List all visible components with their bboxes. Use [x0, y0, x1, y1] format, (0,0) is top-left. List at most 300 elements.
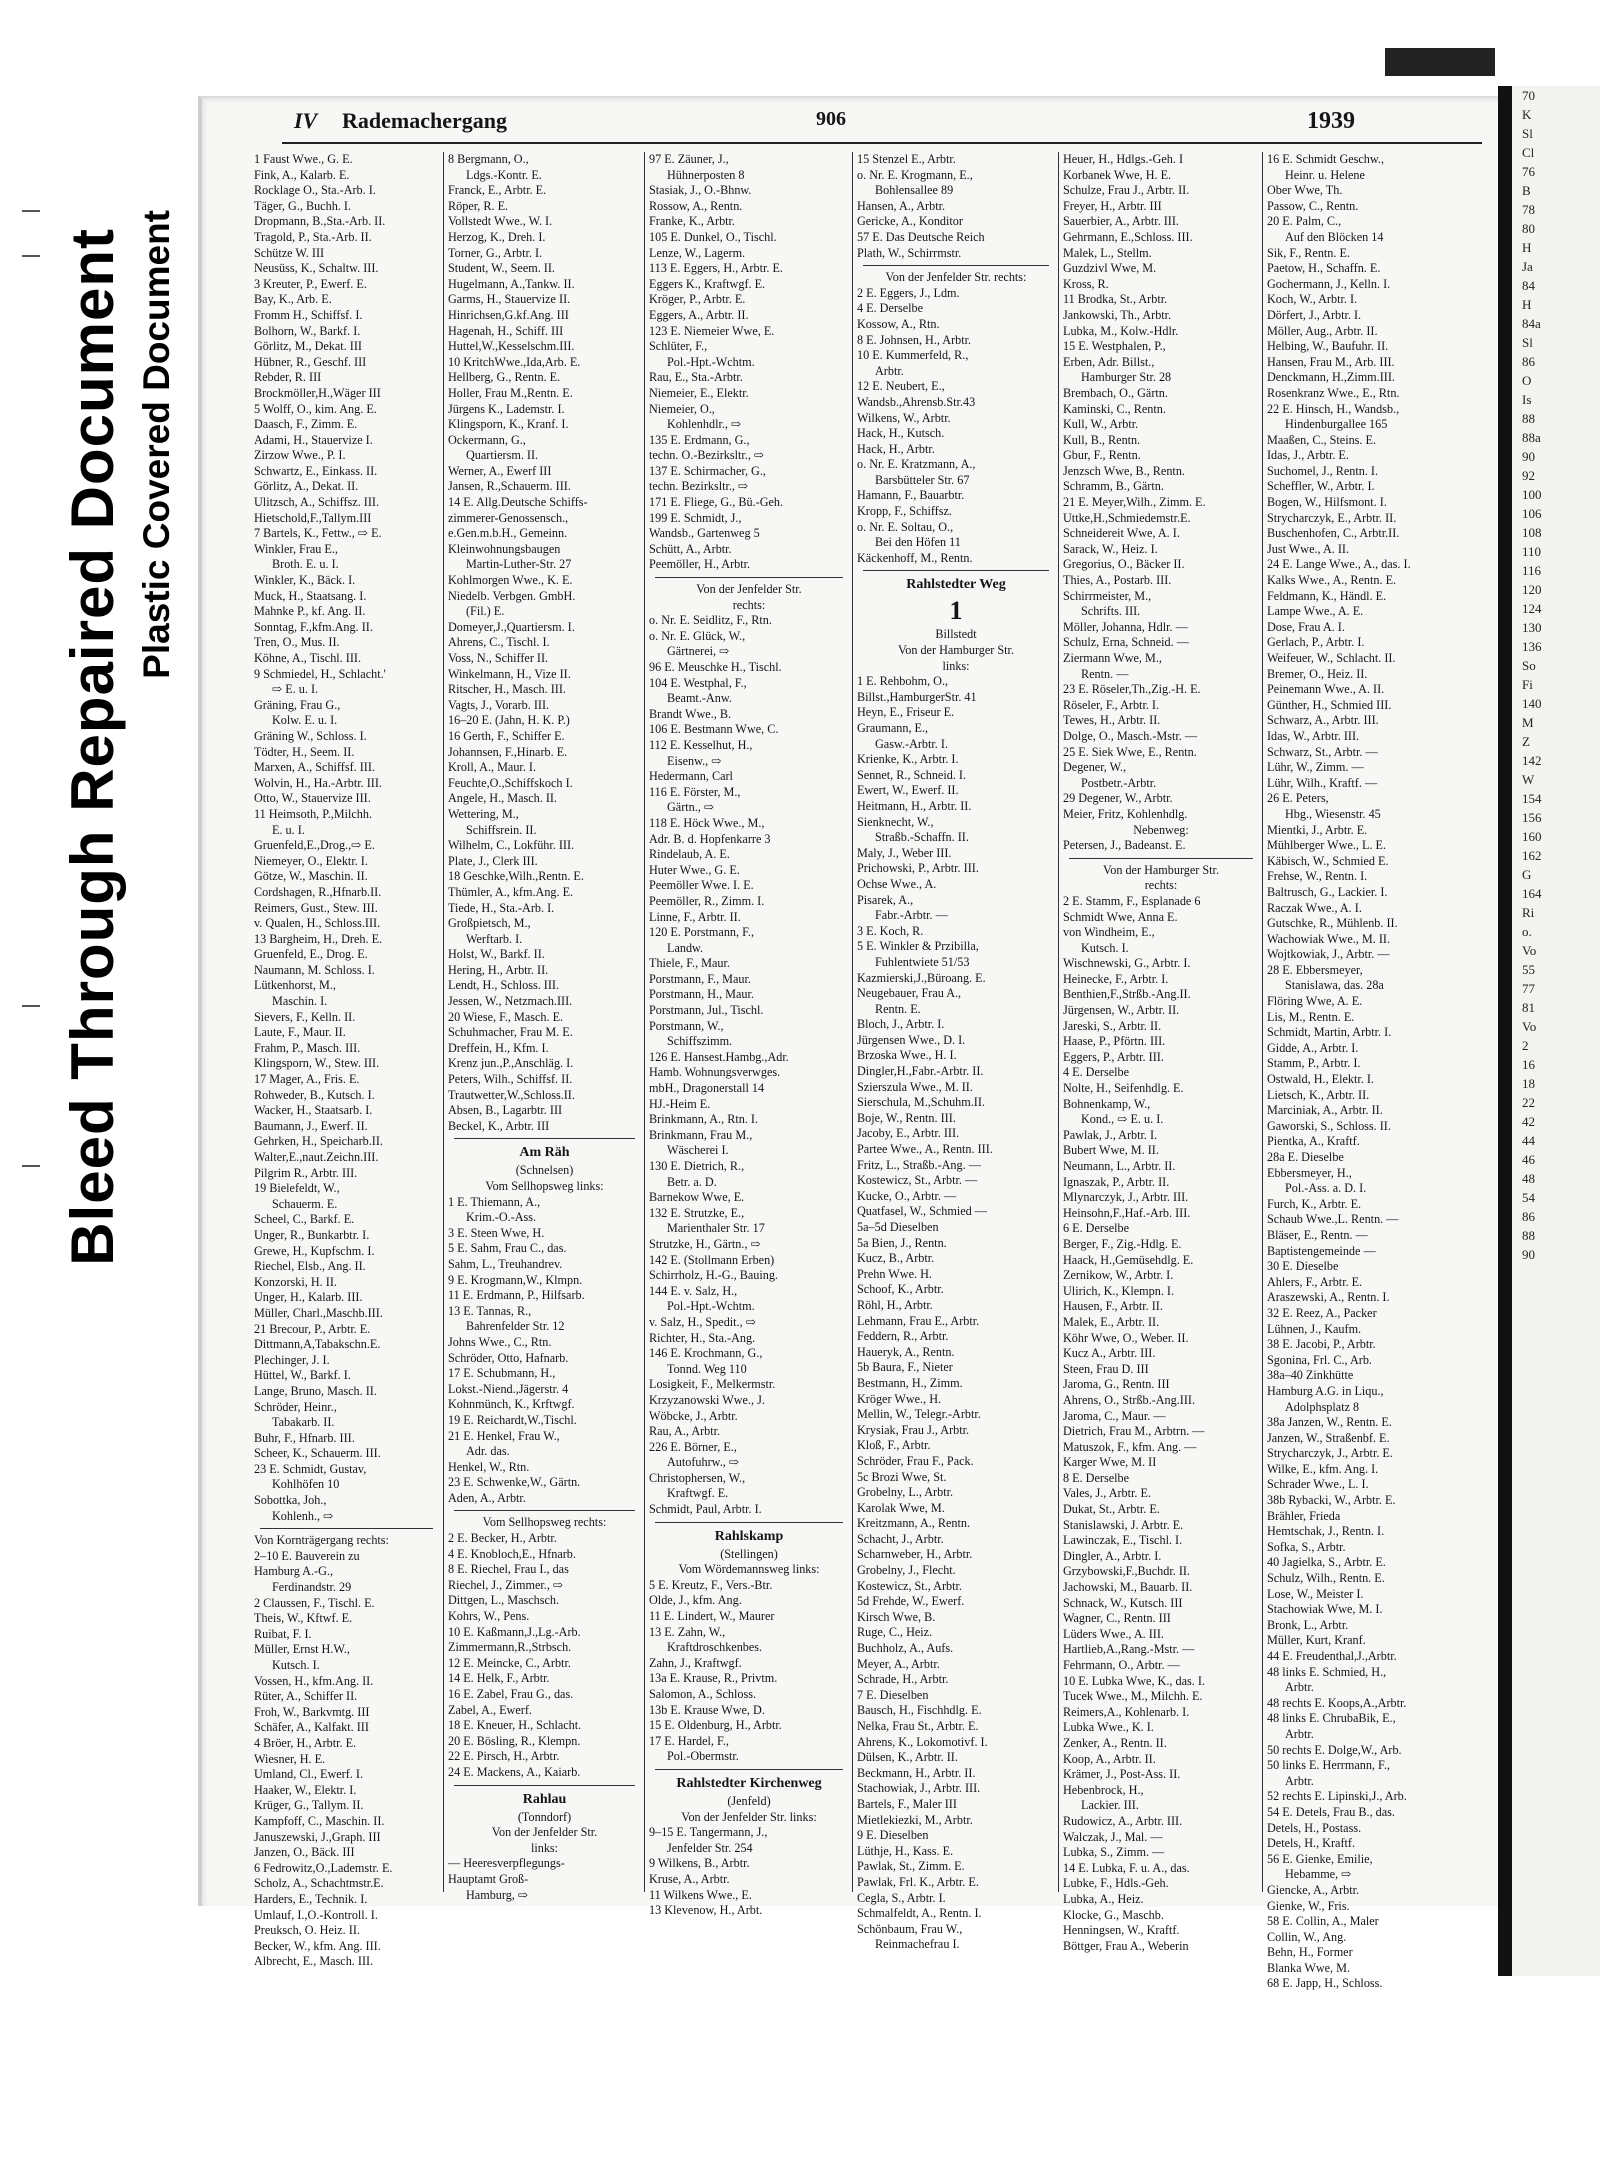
- directory-entry: Scheel, C., Barkf. E.: [254, 1212, 355, 1227]
- entry-continuation: Autofuhrw., ⇨: [667, 1455, 740, 1470]
- section-divider: [655, 577, 843, 578]
- district-number: 1: [949, 596, 963, 626]
- directory-entry: Johns Wwe., C., Rtn.: [448, 1334, 552, 1349]
- directory-entry: Porstmann, W.,: [649, 1018, 724, 1033]
- entry-continuation: Martin-Luther-Str. 27: [466, 557, 572, 572]
- adjacent-page-fragment: 88: [1522, 411, 1535, 426]
- directory-entry: Strycharczyk, J., Arbtr. E.: [1267, 1446, 1393, 1461]
- directory-entry: 144 E. v. Salz, H.,: [649, 1283, 738, 1298]
- directory-entry: Dittgen, L., Maschsch.: [448, 1593, 560, 1608]
- directory-entry: 9 E. Dieselben: [857, 1828, 929, 1843]
- directory-entry: 11 Heimsoth, P.,Milchh.: [254, 806, 373, 821]
- directory-entry: Buchholz, A., Aufs.: [857, 1641, 954, 1656]
- directory-entry: Pilgrim R., Arbtr. III.: [254, 1165, 358, 1180]
- directory-entry: Schwarz, A., Arbtr. III.: [1267, 713, 1379, 728]
- directory-entry: Barnekow Wwe, E.: [649, 1190, 745, 1205]
- entry-continuation: Krim.-O.-Ass.: [466, 1210, 537, 1225]
- directory-entry: Dingler,H.,Fabr.-Arbtr. II.: [857, 1064, 984, 1079]
- directory-entry: Schirrmeister, M.,: [1063, 588, 1152, 603]
- entry-continuation: Eisenw., ⇨: [667, 753, 722, 768]
- directory-entry: Just Wwe., A. II.: [1267, 541, 1350, 556]
- directory-entry: Maaßen, C., Steins. E.: [1267, 432, 1376, 447]
- adjacent-page-fragment: 2: [1522, 1038, 1529, 1053]
- directory-entry: Sahm, L., Treuhandrev.: [448, 1256, 563, 1271]
- adjacent-page-fragment: 76: [1522, 164, 1535, 179]
- margin-dash: [22, 1165, 40, 1167]
- directory-entry: Weifeuer, W., Schlacht. II.: [1267, 651, 1396, 665]
- directory-entry: Krüger, G., Tallym. II.: [254, 1798, 364, 1813]
- directory-entry: techn. O.-Bezirksltr., ⇨: [649, 448, 765, 463]
- directory-entry: Zirzow Wwe., P. I.: [254, 448, 346, 463]
- directory-entry: Walter,E.,naut.Zeichn.III.: [254, 1150, 379, 1164]
- section-note: Nebenweg:: [1133, 822, 1189, 837]
- directory-entry: Gericke, A., Konditor: [857, 214, 963, 229]
- entry-continuation: Kutsch. I.: [1081, 940, 1129, 955]
- directory-entry: Johannsen, F.,Hinarb. E.: [448, 744, 568, 759]
- directory-entry: Ewert, W., Ewerf. II.: [857, 783, 959, 798]
- directory-entry: Plechinger, J. I.: [254, 1352, 330, 1367]
- directory-entry: v. Salz, H., Spedit., ⇨: [649, 1314, 756, 1329]
- directory-entry: Buschenhofen, C., Arbtr.II.: [1267, 526, 1400, 541]
- directory-entry: Schröder, Otto, Hafnarb.: [448, 1350, 569, 1365]
- entry-continuation: Rentn. E.: [875, 1001, 921, 1016]
- directory-entry: Brandt Wwe., B.: [649, 706, 732, 721]
- section-note: Vom Sellhopsweg rechts:: [482, 1515, 607, 1530]
- directory-entry: Wischnewski, G., Arbtr. I.: [1063, 956, 1191, 971]
- directory-entry: Peemöller Wwe. I. E.: [649, 878, 754, 893]
- directory-entry: 20 E. Palm, C.,: [1267, 214, 1342, 229]
- directory-entry: 116 E. Förster, M.,: [649, 784, 741, 799]
- directory-entry: Sennet, R., Schneid. I.: [857, 767, 966, 782]
- adjacent-page-fragment: 44: [1522, 1133, 1535, 1148]
- directory-entry: Suchomel, J., Rentn. I.: [1267, 463, 1379, 478]
- directory-entry: 7 E. Dieselben: [857, 1687, 929, 1702]
- directory-entry: 10 E. Kummerfeld, R.,: [857, 348, 969, 363]
- directory-entry: Haack, H.,Gemüsehdlg. E.: [1063, 1252, 1194, 1267]
- directory-entry: 5 Wolff, O., kim. Ang. E.: [254, 401, 377, 416]
- entry-continuation: Stanislawa, das. 28a: [1285, 978, 1384, 993]
- directory-entry: Käbisch, W., Schmied E.: [1267, 853, 1389, 868]
- directory-entry: Ruibat, F. I.: [254, 1626, 312, 1641]
- directory-entry: zimmerer-Genossensch.,: [448, 510, 569, 525]
- directory-entry: Boje, W., Rentn. III.: [857, 1110, 956, 1125]
- directory-entry: Ockermann, G.,: [448, 432, 526, 447]
- directory-entry: Dreffein, H., Kfm. I.: [448, 1040, 549, 1055]
- directory-page: [198, 96, 1502, 1991]
- entry-continuation: Marienthaler Str. 17: [667, 1221, 765, 1236]
- entry-continuation: Pol.-Hpt.-Wchtm.: [667, 1299, 755, 1314]
- page-number: 906: [816, 108, 846, 130]
- directory-entry: 113 E. Eggers, H., Arbtr. E.: [649, 261, 783, 276]
- adjacent-page-fragment: 48: [1522, 1171, 1535, 1186]
- directory-entry: Collin, W., Ang.: [1267, 1929, 1347, 1944]
- directory-entry: Szierszula Wwe., M. II.: [857, 1079, 973, 1094]
- directory-column: [1262, 152, 1491, 1991]
- adjacent-page-fragment: 156: [1522, 810, 1542, 825]
- adjacent-page-fragment: Vo: [1522, 1019, 1537, 1034]
- directory-column: [250, 152, 443, 1969]
- directory-entry: Fehrmann, O., Arbtr. —: [1063, 1658, 1180, 1672]
- directory-entry: 112 E. Kesselhut, H.,: [649, 737, 753, 752]
- directory-entry: 9 Wilkens, B., Arbtr.: [649, 1856, 750, 1871]
- directory-entry: Hamburg A.G. in Liqu.,: [1267, 1383, 1384, 1398]
- directory-entry: 18 E. Kneuer, H., Schlacht.: [448, 1718, 582, 1733]
- directory-entry: Hellberg, G., Rentn. E.: [448, 370, 561, 385]
- directory-entry: Brinkmann, A., Rtn. I.: [649, 1112, 759, 1127]
- directory-entry: Adr. B. d. Hopfenkarre 3: [649, 831, 771, 846]
- directory-entry: Röseler, F., Arbtr. I.: [1063, 697, 1160, 712]
- directory-entry: Gochermann, J., Kelln. I.: [1267, 276, 1391, 291]
- directory-entry: Eggers K., Kraftwgf. E.: [649, 276, 766, 291]
- directory-entry: Thiele, F., Maur.: [649, 956, 730, 971]
- directory-entry: 1 Faust Wwe., G. E.: [254, 152, 353, 166]
- directory-entry: Holler, Frau M.,Rentn. E.: [448, 385, 573, 400]
- directory-entry: Haaker, W., Elektr. I.: [254, 1782, 357, 1797]
- entry-continuation: Gasw.-Arbtr. I.: [875, 736, 948, 751]
- directory-entry: 29 Degener, W., Arbtr.: [1063, 791, 1173, 806]
- directory-entry: Sik, F., Rentn. E.: [1267, 245, 1350, 260]
- entry-continuation: Hamburger Str. 28: [1081, 370, 1172, 385]
- entry-continuation: Schiffszimm.: [667, 1034, 733, 1049]
- directory-entry: 20 E. Bösling, R., Klempn.: [448, 1733, 581, 1748]
- directory-entry: Dingler, A., Arbtr. I.: [1063, 1548, 1162, 1563]
- directory-entry: Schmidt Wwe, Anna E.: [1063, 909, 1178, 924]
- section-note: (Schnelsen): [515, 1163, 574, 1178]
- directory-entry: Hagenah, H., Schiff. III: [448, 323, 564, 338]
- entry-continuation: Rentn. —: [1081, 666, 1129, 681]
- entry-continuation: Hühnerposten 8: [667, 167, 745, 182]
- directory-entry: Karolak Wwe, M.: [857, 1500, 945, 1515]
- section-note: Von der Jenfelder Str.: [696, 582, 802, 597]
- directory-entry: 17 E. Hardel, F.,: [649, 1733, 729, 1748]
- adjacent-page-fragment: 116: [1522, 563, 1542, 578]
- directory-entry: Erben, Adr. Billst.,: [1063, 354, 1155, 369]
- section-note: Billstedt: [935, 627, 977, 642]
- directory-entry: Hamb. Wohnungsverwges.: [649, 1065, 781, 1080]
- entry-continuation: Pol.-Obermstr.: [667, 1749, 739, 1764]
- entry-continuation: Schauerm. E.: [272, 1196, 338, 1211]
- directory-entry: Ahlers, F., Arbtr. E.: [1267, 1274, 1363, 1289]
- directory-entry: Hietschold,F.,Tallym.III: [254, 510, 372, 525]
- directory-entry: 32 E. Reez, A., Packer: [1267, 1305, 1377, 1320]
- entry-continuation: Arbtr.: [875, 363, 904, 378]
- directory-entry: Quatfasel, W., Schmied —: [857, 1204, 987, 1219]
- directory-entry: 22 E. Pirsch, H., Arbtr.: [448, 1749, 560, 1764]
- entry-continuation: Auf den Blöcken 14: [1285, 229, 1384, 244]
- directory-entry: Lühnen, J., Kaufm.: [1267, 1321, 1362, 1336]
- directory-entry: Ruge, C., Heiz.: [857, 1625, 933, 1640]
- directory-entry: Berger, F., Zig.-Hdlg. E.: [1063, 1236, 1182, 1251]
- directory-entry: Dropmann, B.,Sta.-Arb. II.: [254, 214, 386, 229]
- entry-continuation: Kutsch. I.: [272, 1658, 320, 1672]
- directory-entry: Baptistengemeinde —: [1267, 1243, 1376, 1258]
- directory-entry: Holst, W., Barkf. II.: [448, 947, 545, 962]
- directory-entry: Gehrken, H., Speicharb.II.: [254, 1134, 383, 1149]
- directory-column: [852, 152, 1059, 1952]
- directory-entry: 9 Schmiedel, H., Schlacht.': [254, 666, 386, 681]
- directory-entry: Bubert Wwe, M. II.: [1063, 1143, 1159, 1158]
- directory-entry: Böttger, Frau A., Weberin: [1063, 1938, 1189, 1953]
- directory-entry: Hartlieb,A.,Rang.-Mstr. —: [1063, 1642, 1195, 1657]
- adjacent-page-fragment: 46: [1522, 1152, 1535, 1167]
- directory-entry: Linne, F., Arbtr. II.: [649, 909, 741, 924]
- directory-entry: Voss, N., Schiffer II.: [448, 651, 549, 665]
- entry-continuation: Kohlhöfen 10: [272, 1477, 340, 1492]
- adjacent-page-fragment: B: [1522, 183, 1531, 198]
- directory-entry: Scharnweber, H., Arbtr.: [857, 1547, 973, 1562]
- directory-entry: Jankowski, Th., Arbtr.: [1063, 307, 1172, 322]
- directory-entry: Strutzke, H., Gärtn., ⇨: [649, 1236, 761, 1251]
- adjacent-page-fragment: o.: [1522, 924, 1532, 939]
- directory-entry: Wilke, E., kfm. Ang. I.: [1267, 1461, 1379, 1476]
- directory-entry: Müller, Ernst H.W.,: [254, 1642, 350, 1657]
- directory-entry: Aden, A., Arbtr.: [448, 1490, 526, 1505]
- directory-entry: 97 E. Zäuner, J.,: [649, 152, 729, 166]
- directory-entry: Kroll, A., Maur. I.: [448, 760, 537, 775]
- directory-entry: Furch, K., Arbtr. E.: [1267, 1196, 1362, 1211]
- directory-entry: Kostewicz, St., Arbtr.: [857, 1578, 962, 1593]
- adjacent-page-fragment: 160: [1522, 829, 1542, 844]
- directory-entry: 19 Bielefeldt, W.,: [254, 1181, 340, 1196]
- directory-entry: 10 E. Lubka Wwe, K., das. I.: [1063, 1673, 1205, 1688]
- directory-entry: Kalks Wwe., A., Rentn. E.: [1267, 573, 1397, 588]
- section-divider: [454, 1785, 635, 1786]
- directory-entry: Torner, G., Arbtr. I.: [448, 245, 543, 260]
- directory-entry: Winkelmann, H., Vize II.: [448, 666, 571, 681]
- directory-entry: 5 E. Winkler & Przibilla,: [857, 939, 979, 954]
- directory-entry: Stamm, P., Arbtr. I.: [1267, 1056, 1361, 1071]
- directory-entry: Niemeier, O.,: [649, 401, 715, 416]
- directory-entry: Paetow, H., Schaffn. E.: [1267, 261, 1381, 276]
- directory-entry: Schlüter, F.,: [649, 339, 708, 354]
- directory-entry: Schacht, J., Arbtr.: [857, 1531, 944, 1546]
- directory-entry: Kull, W., Arbtr.: [1063, 417, 1139, 432]
- directory-entry: Koch, W., Arbtr. I.: [1267, 292, 1358, 307]
- directory-entry: Grobelny, J., Flecht.: [857, 1563, 956, 1578]
- directory-entry: Feddern, R., Arbtr.: [857, 1329, 949, 1344]
- adjacent-page-fragment: 78: [1522, 202, 1535, 217]
- adjacent-page-fragment: O: [1522, 373, 1532, 388]
- directory-entry: Müller, Kurt, Kranf.: [1267, 1633, 1366, 1648]
- directory-entry: Lietsch, K., Arbtr. II.: [1267, 1087, 1370, 1102]
- directory-entry: Koop, A., Arbtr. II.: [1063, 1751, 1156, 1766]
- district-numeral: IV: [294, 108, 318, 133]
- entry-continuation: Betr. a. D.: [667, 1174, 717, 1189]
- directory-entry: Rau, A., Arbtr.: [649, 1424, 721, 1439]
- directory-entry: Otto, W., Stauervize III.: [254, 791, 371, 806]
- street-heading: Am Räh: [519, 1145, 570, 1161]
- directory-entry: Janzen, W., Straßenbf. E.: [1267, 1430, 1390, 1445]
- directory-entry: Domeyer,J.,Quartiersm. I.: [448, 619, 575, 634]
- directory-entry: Fink, A., Kalarb. E.: [254, 167, 350, 182]
- directory-entry: Karger Wwe, M. II: [1063, 1455, 1157, 1470]
- entry-continuation: ⇨ E. u. I.: [272, 682, 319, 697]
- directory-entry: Stasiak, J., O.-Bhnw.: [649, 183, 752, 198]
- directory-entry: Lehmann, Frau E., Arbtr.: [857, 1313, 980, 1328]
- directory-entry: 16–20 E. (Jahn, H. K. P.): [448, 713, 570, 728]
- entry-continuation: Tabakarb. II.: [272, 1415, 335, 1430]
- directory-entry: Schaub Wwe.,L. Rentn. —: [1267, 1212, 1399, 1227]
- adjacent-page-fragment: W: [1522, 772, 1535, 787]
- bleed-through-annotation: Bleed Through Repaired Document: [59, 228, 126, 1266]
- adjacent-page-fragment: 108: [1522, 525, 1542, 540]
- directory-entry: 106 E. Bestmann Wwe, C.: [649, 722, 779, 737]
- directory-entry: Zernikow, W., Arbtr. I.: [1063, 1268, 1174, 1283]
- directory-entry: Dukat, St., Arbtr. E.: [1063, 1502, 1160, 1517]
- entry-continuation: Hamburg, ⇨: [466, 1887, 529, 1902]
- directory-entry: 8 E. Johnsen, H., Arbtr.: [857, 332, 972, 347]
- directory-entry: Steen, Frau D. III: [1063, 1361, 1149, 1376]
- directory-entry: 25 E. Siek Wwe, E., Rentn.: [1063, 744, 1197, 759]
- street-heading: Rahlstedter Weg: [906, 577, 1006, 593]
- adjacent-page-fragment: 142: [1522, 753, 1542, 768]
- section-note: (Tonndorf): [517, 1809, 572, 1824]
- directory-entry: Vales, J., Arbtr. E.: [1063, 1486, 1152, 1501]
- directory-entry: 40 Jagielka, S., Arbtr. E.: [1267, 1555, 1386, 1570]
- directory-entry: Sievers, F., Kelln. II.: [254, 1009, 356, 1024]
- directory-entry: Lokst.-Niend.,Jägerstr. 4: [448, 1381, 569, 1396]
- directory-entry: Fritz, L., Straßb.-Ang. —: [857, 1157, 981, 1172]
- adjacent-page-fragment: Z: [1522, 734, 1530, 749]
- directory-entry: Bay, K., Arb. E.: [254, 292, 332, 307]
- directory-entry: 11 Brodka, St., Arbtr.: [1063, 292, 1168, 307]
- directory-entry: 16 Gerth, F., Schiffer E.: [448, 728, 565, 743]
- directory-entry: Freyer, H., Arbtr. III: [1063, 198, 1162, 213]
- directory-entry: Peemöller, R., Zimm. I.: [649, 893, 765, 908]
- entry-continuation: Werftarb. I.: [466, 931, 523, 946]
- directory-entry: Wandsb., Gartenweg 5: [649, 526, 760, 541]
- directory-entry: Harders, E., Technik. I.: [254, 1891, 368, 1906]
- directory-entry: Baumann, J., Ewerf. II.: [254, 1118, 368, 1133]
- section-divider: [655, 1522, 843, 1523]
- directory-entry: 5c Brozi Wwe, St.: [857, 1469, 947, 1484]
- adjacent-page-fragment: 22: [1522, 1095, 1535, 1110]
- directory-entry: Peemöller, H., Arbtr.: [649, 557, 751, 572]
- directory-entry: Franke, K., Arbtr.: [649, 214, 735, 229]
- directory-entry: 8 E. Derselbe: [1063, 1470, 1129, 1485]
- adjacent-page-fragment: Is: [1522, 392, 1532, 407]
- section-divider: [1069, 858, 1253, 859]
- directory-entry: Gaworski, S., Schloss. II.: [1267, 1118, 1391, 1133]
- directory-entry: 19 E. Reichardt,W.,Tischl.: [448, 1412, 577, 1427]
- directory-entry: Von Kornträgergang rechts:: [254, 1533, 389, 1548]
- entry-continuation: Fuhlentwiete 51/53: [875, 954, 970, 969]
- directory-entry: Denckmann, H.,Zimm.III.: [1267, 370, 1395, 385]
- directory-entry: Tragold, P., Sta.-Arb. II.: [254, 229, 372, 244]
- entry-continuation: Heinr. u. Helene: [1285, 167, 1365, 182]
- directory-entry: Pisarek, A.,: [857, 892, 914, 907]
- directory-entry: Schütt, A., Arbtr.: [649, 541, 732, 556]
- entry-continuation: Schrifts. III.: [1081, 604, 1141, 619]
- directory-entry: Kampfoff, C., Maschin. II.: [254, 1813, 385, 1828]
- directory-entry: Bohnenkamp, W.,: [1063, 1096, 1151, 1111]
- section-note: Von der Jenfelder Str. rechts:: [885, 270, 1027, 285]
- directory-entry: 132 E. Strutzke, E.,: [649, 1205, 745, 1220]
- directory-entry: Umlauf, I.,O.-Kontroll. I.: [254, 1907, 378, 1922]
- directory-entry: 4 Bröer, H., Arbtr. E.: [254, 1735, 357, 1750]
- directory-entry: Grobelny, L., Arbtr.: [857, 1485, 954, 1500]
- directory-entry: Maly, J., Weber III.: [857, 845, 952, 860]
- directory-entry: Idas, J., Arbtr. E.: [1267, 448, 1349, 463]
- directory-entry: Plath, W., Schirrmstr.: [857, 245, 962, 260]
- adjacent-page-fragment: Ri: [1522, 905, 1535, 920]
- directory-entry: 21 Brecour, P., Arbtr. E.: [254, 1321, 371, 1336]
- section-divider: [655, 1769, 843, 1770]
- directory-entry: Görlitz, M., Dekat. III: [254, 339, 362, 354]
- header-rule: [282, 142, 1482, 144]
- directory-entry: Daasch, F., Zimm. E.: [254, 417, 358, 432]
- directory-entry: 11 E. Lindert, W., Maurer: [649, 1609, 775, 1624]
- directory-entry: Meyer, A., Arbtr.: [857, 1656, 940, 1671]
- directory-entry: Krämer, J., Post-Ass. II.: [1063, 1767, 1181, 1782]
- directory-entry: 2 E. Eggers, J., Ldm.: [857, 285, 960, 300]
- directory-entry: 5 E. Kreutz, F., Vers.-Btr.: [649, 1577, 773, 1592]
- directory-entry: Kostewicz, St., Arbtr. —: [857, 1173, 978, 1188]
- adjacent-page-fragment: 90: [1522, 1247, 1535, 1262]
- directory-entry: Lütkenhorst, M.,: [254, 978, 336, 993]
- directory-entry: Täger, G., Buchh. I.: [254, 198, 351, 213]
- adjacent-page-fragment: Sl: [1522, 126, 1533, 141]
- directory-entry: o. Nr. E. Seidlitz, F., Rtn.: [649, 613, 772, 628]
- directory-entry: Brzoska Wwe., H. I.: [857, 1048, 957, 1063]
- directory-columns: [250, 152, 1490, 1991]
- directory-entry: Hugelmann, A.,Tankw. II.: [448, 276, 575, 291]
- directory-entry: Hack, H., Arbtr.: [857, 441, 935, 456]
- directory-entry: 11 E. Erdmann, P., Hilfsarb.: [448, 1288, 585, 1303]
- adjacent-page-fragment: 80: [1522, 221, 1535, 236]
- directory-entry: Peters, Wilh., Schiffsf. II.: [448, 1072, 573, 1087]
- adjacent-page-strip: [1512, 86, 1600, 1976]
- section-note: Von der Hamburger Str.: [898, 643, 1014, 658]
- directory-entry: Neusüss, K., Schaltw. III.: [254, 261, 379, 276]
- directory-entry: 4 E. Derselbe: [1063, 1065, 1129, 1080]
- directory-entry: Lange, Bruno, Masch. II.: [254, 1383, 377, 1398]
- directory-entry: Jareski, S., Arbtr. II.: [1063, 1018, 1162, 1033]
- plastic-covered-annotation: Plastic Covered Document: [136, 210, 177, 679]
- directory-entry: Gehrmann, E.,Schloss. III.: [1063, 229, 1193, 244]
- directory-entry: Wolvin, H., Ha.-Arbtr. III.: [254, 775, 382, 790]
- directory-entry: 20 Wiese, F., Masch. E.: [448, 1009, 564, 1024]
- directory-entry: 126 E. Hansest.Hambg.,Adr.: [649, 1049, 789, 1064]
- directory-entry: 123 E. Niemeier Wwe, E.: [649, 323, 775, 338]
- entry-continuation: Straßb.-Schaffn. II.: [875, 830, 969, 845]
- entry-continuation: Bohlensallee 89: [875, 183, 954, 198]
- directory-entry: Hausen, F., Arbtr. II.: [1063, 1299, 1163, 1314]
- directory-entry: Schrader Wwe., L. I.: [1267, 1477, 1369, 1492]
- directory-entry: Sofka, S., Arbtr.: [1267, 1539, 1346, 1554]
- section-note: Von der Jenfelder Str. links:: [681, 1809, 817, 1824]
- directory-entry: 5a–5d Dieselben: [857, 1220, 939, 1234]
- section-divider: [454, 1138, 635, 1139]
- margin-dash: [22, 1005, 40, 1007]
- directory-entry: 5b Baura, F., Nieter: [857, 1360, 953, 1375]
- directory-entry: Dolge, O., Masch.-Mstr. —: [1063, 728, 1198, 743]
- entry-continuation: E. u. I.: [272, 822, 305, 837]
- directory-entry: Jaroma, G., Rentn. III: [1063, 1377, 1170, 1392]
- directory-entry: Kruse, A., Arbtr.: [649, 1871, 730, 1886]
- directory-entry: Kröger Wwe., H.: [857, 1391, 942, 1406]
- entry-continuation: Tonnd. Weg 110: [667, 1361, 747, 1376]
- adjacent-page-fragment: 16: [1522, 1057, 1535, 1072]
- directory-entry: Gruenfeld,E.,Drog.,⇨ E.: [254, 838, 375, 853]
- directory-entry: Tödter, H., Seem. II.: [254, 744, 355, 759]
- directory-entry: Helbing, W., Baufuhr. II.: [1267, 339, 1389, 354]
- directory-entry: Klingsporn, W., Stew. III.: [254, 1056, 380, 1071]
- directory-entry: 105 E. Dunkel, O., Tischl.: [649, 229, 777, 244]
- entry-continuation: Ldgs.-Kontr. E.: [466, 167, 542, 182]
- directory-entry: 13b E. Krause Wwe, D.: [649, 1702, 765, 1717]
- directory-entry: Schwarz, St., Arbtr. —: [1267, 744, 1378, 759]
